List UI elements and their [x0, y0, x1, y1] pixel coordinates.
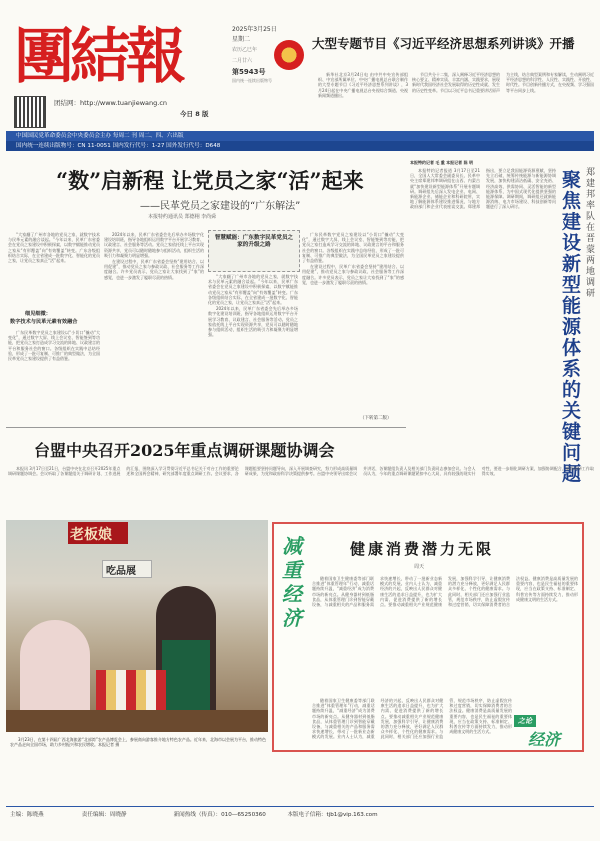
photo-caption: 3月23日，在第十四届广西北海旅游“北部湾”农产品博览会上，参展商向游客推介地方特色农产品。近年来，北海市以会展为平台，推动特色农产品走向全国市场，助力乡村振兴和农民增收。本报记者 摄 [10, 737, 266, 748]
main-article-body-col2: 2024年以来，民革广东省委会先后举办多场数字化建设培训班，指导各地组织运用数字平台开展学习教育、议政建言、社会服务等活动。党员之家依托线上平台实现资源共享，党员可以随时随地参与组织活动，组织生活的吸引力和凝聚力明显增强。 在建设过程中，民革广东省委会坚持“建用结合、以用促建”，推动党员之家与参政议政、社会服务等工作深度融合。许多党员表示，党员之家让大家找到了“家”的感觉，也进一步激发了履职尽责的热情。 [104, 232, 204, 280]
shop-sign-text: 吃品展 [106, 566, 136, 577]
main-article-highlight-box [208, 230, 300, 272]
main-article-body-col3: “大家翻了广州市各地的党员之家，就数字技术与民革元素的融合谈起。”今年以来，民革广东省委会在党员之家建设中积极探索，以数字赋能推动党员之家从“有形覆盖”向“有效覆盖”转变。广东各级组织结合实际，在全省建成一批数字化、智能化的党员之家，让党员之家真正“活”起来。 2024年以来，民革广东省委会先后举办多场数字化建设培训班，指导各地组织运用数字平台开展学习教育、议政建言、社会服务等活动。党员之家依托线上平台实现资源共享，党员可以随时随地参与组织活动，组织生活的吸引力和凝聚力明显增强。 [208, 274, 298, 338]
masthead-issue: 第5943号 [232, 68, 266, 76]
footer-rule [6, 806, 594, 807]
masthead-lunar-year: 农历乙巳年 [232, 47, 258, 53]
footer-email[interactable]: 本版电子信箱：tjb1@vip.163.com [287, 812, 378, 818]
masthead-pages: 今日 8 版 [180, 110, 209, 118]
meeting-article-title: 台盟中央召开2025年重点调研课题协调会 [34, 441, 335, 460]
masthead-lunar-day: 二月廿六 [232, 58, 253, 64]
masthead-weekday: 星期二 [232, 36, 251, 43]
masthead-band-codes: 国内统一连续出版物号：CN 11-0051 国内发行代号：1-27 国外发行代号：D648 [6, 141, 594, 151]
feature-badge-top: 之论 [514, 715, 536, 727]
side-article-byline: 本报特约记者 毛 重 本报记者 陈 明 [410, 160, 473, 165]
market-photo [6, 520, 268, 732]
product-display [96, 670, 166, 710]
feature-vertical-label: 减重经济 [282, 534, 302, 630]
side-article-vertical-title: 聚焦建设新型能源体系的关键问题 [562, 169, 582, 485]
feature-title: 健康消费潜力无限 [350, 540, 495, 558]
main-article-byline: 本报特约通讯员 郑德栩 李尚舜 [148, 214, 217, 220]
qr-code-icon [14, 96, 46, 128]
main-article-title: “数”启新程 让党员之家“活”起来 [56, 168, 364, 193]
main-article-subtitle: ——民革党员之家建设的“广东解法” [140, 201, 301, 212]
highlight-box-title: 智慧赋能：广东数字民革党员之家的升级之路 [214, 235, 294, 248]
main-article-body-col1b: 广东民革数字党员之家建设以“小切口”撬动“大变化”，通过数字大屏、线上会议室、智能签到等功能，把党员之家打造成学习交流的阵地、议政建言的平台和服务社会的窗口。各级组织在实践中总结经验，形成了一批可复制、可推广的典型做法，为全国民革党员之家建设提供了有益借鉴。 [8, 330, 100, 362]
stall-sign-text: 老板娘 [70, 527, 112, 543]
top-article-lead: 新华社北京3月24日电 由中共中央宣传部组织、中宣部所属单位、中央广播电视总台联合制作的大型专题节目《习近平经济思想系列讲谈》，3月24日起在中央广播电视总台央视综合频道、央视新闻频道播出。 [318, 72, 408, 98]
footer-editor: 主编：陈晓燕 [10, 812, 44, 818]
footer-duty-editor: 责任编辑：周晓静 [81, 812, 127, 818]
masthead-website[interactable]: 团结网：http://www.tuanjiewang.cn [54, 99, 168, 107]
masthead-date: 2025年3月25日 [232, 26, 277, 33]
section-divider [6, 427, 406, 428]
masthead-issue-note: 国内统一连续出版物号 [232, 78, 272, 83]
party-emblem-icon [274, 40, 304, 70]
masthead-band-publisher: 中国国民党革命委员会中央委员会主办 每周二 刊 周二、四、六出版 [6, 131, 594, 141]
main-article-subhead-2: 数字技术与民革元素有效融合 [10, 319, 78, 325]
side-article-body: 本报特约记者报道 3月17日至21日，全国人大常委会副委员长、民革中央主席郑建邦率调研组在山西、内蒙古就“加快建设新型能源体系”开展专题调研。调研组先后深入发电企业、电网、新能源企业、储能企业和科研院所，实地了解能源体系建设推进情况，与地方政府部门和企业代表座谈交流。郑建邦指出，要立足我国能源资源禀赋，坚持先立后破，统筹传统能源与新能源协调发展，加快构建清洁低碳、安全充裕、经济高效、供需协同、灵活智能的新型能源体系，为中国式现代化提供坚强的能源保障。调研期间，调研组还就新能源消纳、电力市场建设、科技创新等问题进行了深入研讨。 [410, 168, 556, 210]
main-article-subhead-1: 细见细微： [25, 311, 51, 317]
main-article-continued: （下转第二版） [360, 416, 392, 421]
counter-shelf [6, 710, 268, 732]
feature-author: 周天 [414, 564, 425, 570]
masthead-title: 團結報 [14, 22, 182, 92]
side-article-vertical-kicker: 郑建邦率队在晋蒙两地调研 [586, 168, 596, 299]
meeting-article-body: 本报讯 3月17日至21日，台盟中央在北京召开2025年重点调研课题协调会。会议听取了各课题组关于调研计划、工作进展的汇报，围绕深入学习贯彻习近平总书记关于对台工作的重要论述和全国两会精神，研究部署年度重点调研工作。会议要求，各课题组要坚持问题导向，深入开展调查研究，努力形成高质量调研成果，为党和政府科学决策提供参考。台盟中央领导出席会议并讲话，各课题组负责人及相关部门负责同志参加会议。与会人员认为，今年的重点调研课题紧扣中心大局，具有较强的现实针对性，要进一步细化调研方案，加强协调配合，确保调研工作取得实效。 [8, 466, 594, 477]
top-article-title: 大型专题节目《习近平经济思想系列讲谈》开播 [312, 36, 575, 51]
top-article-body: 节目共分十二集，深入阐释习近平经济思想的核心要义、精神实质、丰富内涵、实践要求，展现新时代我国经济社会发展取得的历史性成就、发生的历史性变革。节目以习近平总书记重要讲话原声为主线，结合典型案例和专家解读，生动阐明习近平经济思想的科学性、人民性、实践性、开放性、时代性。节目创新传播方式，在央视频、学习强国等平台同步上线。 [412, 72, 594, 93]
main-article-body-col4: 广东民革数字党员之家建设以“小切口”撬动“大变化”，通过数字大屏、线上会议室、智能签到等功能，把党员之家打造成学习交流的阵地、议政建言的平台和服务社会的窗口。各级组织在实践中总结经验，形成了一批可复制、可推广的典型做法，为全国民革党员之家建设提供了有益借鉴。 在建设过程中，民革广东省委会坚持“建用结合、以用促建”，推动党员之家与参政议政、社会服务等工作深度融合。许多党员表示，党员之家让大家找到了“家”的感觉，也进一步激发了履职尽责的热情。 [302, 232, 404, 285]
feature-body-lower: 随着国家卫生健康委等部门联合推进“体重管理年”行动，减重话题持续升温，“减重经济”成为消费市场的新亮点。从健身器材到低脂食品，从体重管理门诊到智能穿戴设备，与减重相关的产品和服务需求快速增长，带动了一批新业态新模式的发展。业内人士认为，减重经济的兴起，反映出人民群众对健康生活的追求日益提升，也为扩大内需、促进消费提供了新的增长点。要推动减重相关产业规范健康发展，加强科学引导，让健康消费的潜力充分释放，更好满足人民群众多样化、个性化的健康需求。与此同时，相关部门还应加强行业监管，规范市场秩序，防止虚假宣传和过度营销，切实保障消费者的合法权益。健康消费是高质量发展的重要内容，也是民生福祉的重要体现，应当在政策支持、标准制定、科普宣传等方面持续发力，推动形成健康文明的生活方式。 [312, 698, 512, 740]
feature-body: 随着国家卫生健康委等部门联合推进“体重管理年”行动，减重话题持续升温，“减重经济”成为消费市场的新亮点。从健身器材到低脂食品，从体重管理门诊到智能穿戴设备，与减重相关的产品和服务需求快速增长，带动了一批新业态新模式的发展。业内人士认为，减重经济的兴起，反映出人民群众对健康生活的追求日益提升，也为扩大内需、促进消费提供了新的增长点。要推动减重相关产业规范健康发展，加强科学引导，让健康消费的潜力充分释放，更好满足人民群众多样化、个性化的健康需求。与此同时，相关部门还应加强行业监管，规范市场秩序，防止虚假宣传和过度营销，切实保障消费者的合法权益。健康消费是高质量发展的重要内容，也是民生福祉的重要体现，应当在政策支持、标准制定、科普宣传等方面持续发力，推动形成健康文明的生活方式。 [312, 576, 578, 608]
footer [10, 810, 594, 818]
feature-badge-bottom: 经济 [528, 730, 561, 749]
footer-hotline: 新闻热线（传真）：010—65250360 [173, 812, 266, 818]
main-article-body-col1: “大家翻了广州市各地的党员之家，就数字技术与民革元素的融合谈起。”今年以来，民革广东省委会在党员之家建设中积极探索，以数字赋能推动党员之家从“有形覆盖”向“有效覆盖”转变。广东各级组织结合实际，在全省建成一批数字化、智能化的党员之家，让党员之家真正“活”起来。 [8, 232, 100, 264]
feature-badge [514, 708, 578, 749]
